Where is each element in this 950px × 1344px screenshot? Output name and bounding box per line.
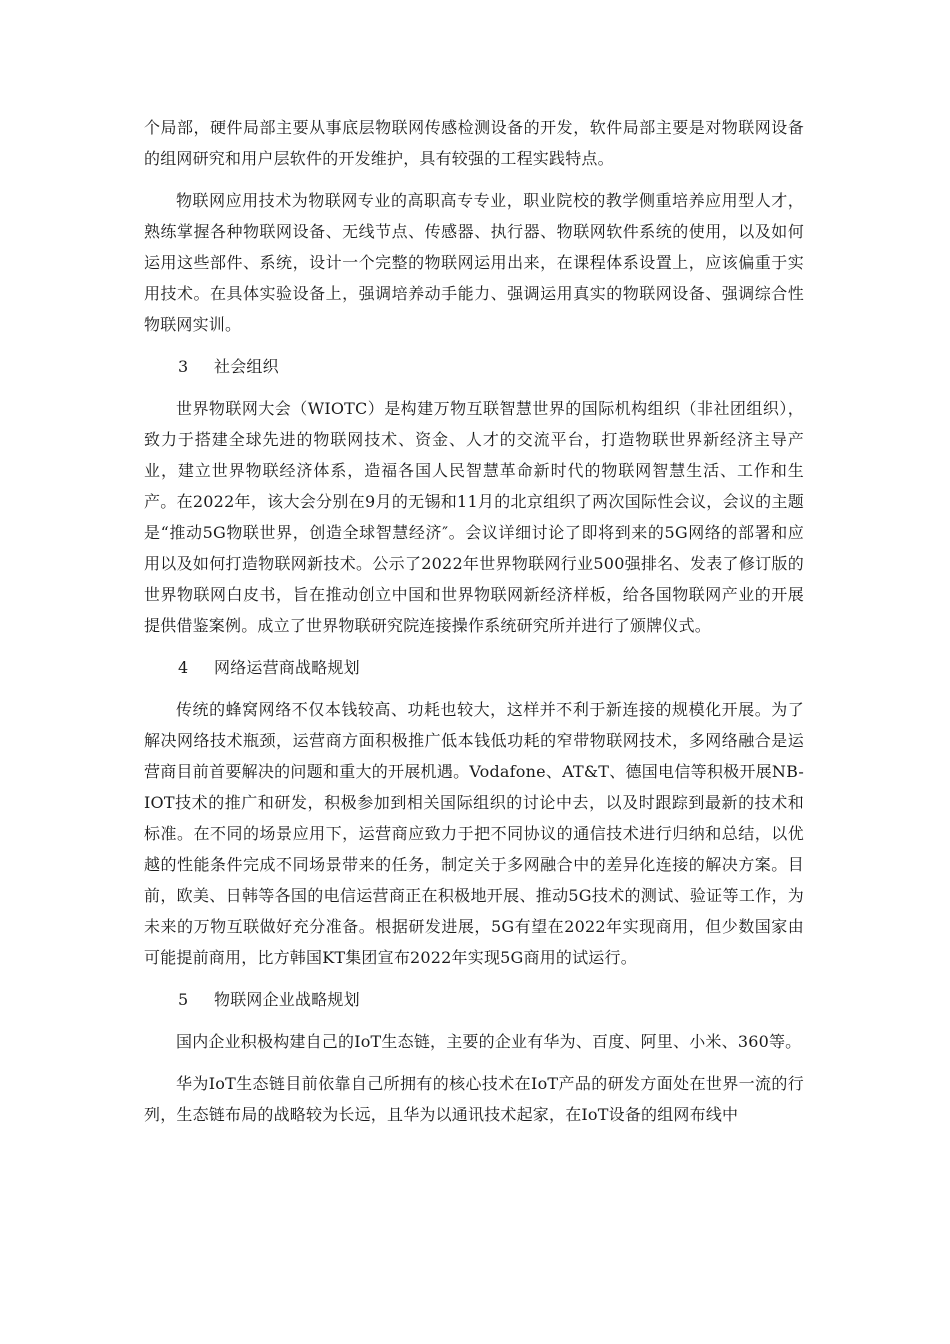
section-heading-social-organization	[144, 351, 804, 382]
paragraph-cellular-network: 传统的蜂窝网络不仅本钱较高、功耗也较大，这样并不利于新连接的规模化开展。为了解决网络技术瓶颈，运营商方面积极推广低本钱低功耗的窄带物联网技术，多网络融合是运营商目前首要解决的问题和重大的开展机遇。Vodafone、AT&T、德国电信等积极开展NB-IOT技术的推广和研发，积极参加到相关国际组织的讨论中去，以及时跟踪到最新的技术和标准。在不同的场景应用下，运营商应致力于把不同协议的通信技术进行归纳和总结，以优越的性能条件完成不同场景带来的任务，制定关于多网融合中的差异化连接的解决方案。目前，欧美、日韩等各国的电信运营商正在积极地开展、推动5G技术的测试、验证等工作，为未来的万物互联做好充分准备。根据研发进展，5G有望在2022年实现商用，但少数国家由可能提前商用，比方韩国KT集团宣布2022年实现5G商用的试运行。	[144, 700, 804, 967]
section-number: 4	[178, 658, 189, 677]
paragraph-hardware-software: 个局部，硬件局部主要从事底层物联网传感检测设备的开发，软件局部主要是对物联网设备的组网研究和用户层软件的开发维护，具有较强的工程实践特点。	[144, 118, 804, 168]
section-number: 3	[178, 357, 189, 376]
section-title: 物联网企业战略规划	[214, 990, 360, 1009]
paragraph-huawei-iot: 华为IoT生态链目前依靠自己所拥有的核心技术在IoT产品的研发方面处在世界一流的行列，生态链布局的战略较为长远，且华为以通讯技术起家，在IoT设备的组网布线中	[144, 1074, 804, 1124]
section-number: 5	[178, 990, 189, 1009]
paragraph-domestic-enterprises: 国内企业积极构建自己的IoT生态链，主要的企业有华为、百度、阿里、小米、360等。	[176, 1032, 802, 1051]
document-body	[144, 112, 804, 1141]
section-title: 社会组织	[214, 357, 279, 376]
section-title: 网络运营商战略规划	[214, 658, 360, 677]
section-heading-network-operator-strategy	[144, 652, 804, 683]
paragraph-wiotc: 世界物联网大会（WIOTC）是构建万物互联智慧世界的国际机构组织（非社团组织），致力于搭建全球先进的物联网技术、资金、人才的交流平台，打造物联世界新经济主导产业，建立世界物联经济体系，造福各国人民智慧革命新时代的物联网智慧生活、工作和生产。在2022年，该大会分别在9月的无锡和11月的北京组织了两次国际性会议，会议的主题是“推动5G物联世界，创造全球智慧经济″。会议详细讨论了即将到来的5G网络的部署和应用以及如何打造物联网新技术。公示了2022年世界物联网行业500强排名、发表了修订版的世界物联网白皮书，旨在推动创立中国和世界物联网新经济样板，给各国物联网产业的开展提供借鉴案例。成立了世界物联研究院连接操作系统研究所并进行了颁牌仪式。	[144, 399, 804, 635]
paragraph-iot-application-technology: 物联网应用技术为物联网专业的高职高专专业，职业院校的教学侧重培养应用型人才，熟练掌握各种物联网设备、无线节点、传感器、执行器、物联网软件系统的使用，以及如何运用这些部件、系统，设计一个完整的物联网运用出来，在课程体系设置上，应该偏重于实用技术。在具体实验设备上，强调培养动手能力、强调运用真实的物联网设备、强调综合性物联网实训。	[144, 191, 804, 334]
section-heading-enterprise-strategy	[144, 984, 804, 1015]
